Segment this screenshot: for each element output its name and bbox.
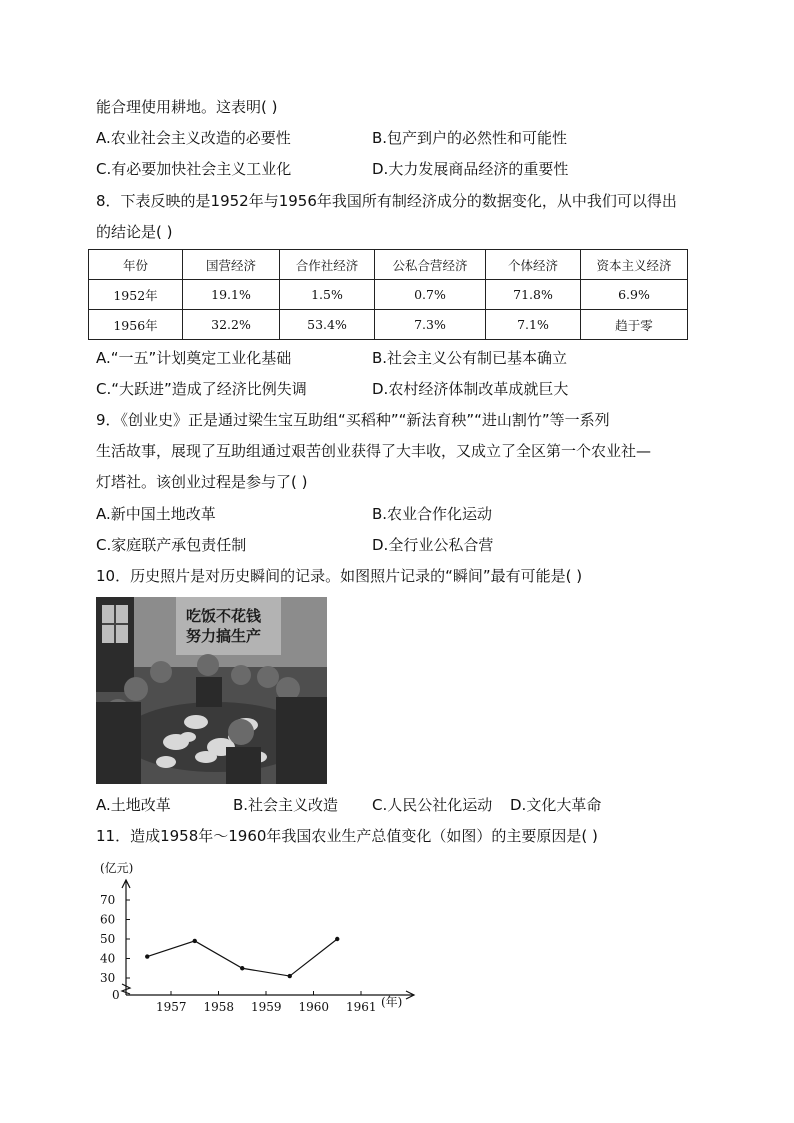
q9-option-b[interactable]: B.农业合作化运动 (372, 505, 493, 523)
q8-stem-line2: 的结论是( ) (96, 223, 173, 241)
table-cell: 0.7% (375, 280, 486, 310)
chart-x-tick-label: 1961 (346, 1000, 377, 1014)
chart-y-label: (亿元) (100, 861, 134, 875)
table-cell: 趋于零 (581, 310, 688, 340)
table-header-row (89, 250, 688, 280)
commune-canteen-photo (96, 597, 327, 784)
q8-option-a[interactable]: A.“一五”计划奠定工业化基础 (96, 349, 292, 367)
chart-x-tick-label: 1957 (156, 1000, 187, 1014)
table-cell: 6.9% (581, 280, 688, 310)
chart-x-tick-label: 1960 (298, 1000, 330, 1014)
chart-x-tick-label: 1959 (251, 1000, 282, 1014)
table-cell: 7.3% (375, 310, 486, 340)
ownership-table (88, 249, 688, 340)
chart-data-point (193, 939, 197, 943)
q7-stem-tail: 能合理使用耕地。这表明( ) (96, 98, 278, 116)
q9-stem-line1: 9．《创业史》正是通过梁生宝互助组“买稻种”“新法育秧”“进山割竹”等一系列 (96, 411, 610, 429)
q7-option-c[interactable]: C.有必要加快社会主义工业化 (96, 160, 292, 178)
table-header: 国营经济 (183, 250, 280, 280)
q10-option-a[interactable]: A.土地改革 (96, 796, 171, 814)
chart-x-label: (年) (381, 995, 403, 1009)
q7-option-a[interactable]: A.农业社会主义改造的必要性 (96, 129, 291, 147)
table-cell: 1956年 (89, 310, 183, 340)
table-cell: 19.1% (183, 280, 280, 310)
q8-stem-line1: 8．下表反映的是1952年与1956年我国所有制经济成分的数据变化，从中我们可以得出 (96, 192, 677, 210)
q10-option-b[interactable]: B.社会主义改造 (233, 796, 339, 814)
q9-option-d[interactable]: D.全行业公私合营 (372, 536, 494, 554)
q9-stem-line3: 灯塔社。该创业过程是参与了( ) (96, 473, 308, 491)
chart-y-tick-label: 40 (100, 951, 116, 966)
q7-option-b[interactable]: B.包产到户的必然性和可能性 (372, 129, 568, 147)
chart-y-tick-label: 60 (100, 912, 116, 927)
chart-data-point (145, 954, 149, 958)
table-cell: 71.8% (486, 280, 581, 310)
q8-option-c[interactable]: C.“大跃进”造成了经济比例失调 (96, 380, 307, 398)
q11-stem: 11．造成1958年～1960年我国农业生产总值变化（如图）的主要原因是( ) (96, 827, 598, 845)
q10-option-d[interactable]: D.文化大革命 (510, 796, 602, 814)
q8-option-b[interactable]: B.社会主义公有制已基本确立 (372, 349, 568, 367)
chart-series-line (147, 939, 337, 976)
table-cell: 7.1% (486, 310, 581, 340)
q10-stem: 10．历史照片是对历史瞬间的记录。如图照片记录的“瞬间”最有可能是( ) (96, 567, 583, 585)
table-cell: 32.2% (183, 310, 280, 340)
q9-stem-line2: 生活故事，展现了互助组通过艰苦创业获得了大丰收，又成立了全区第一个农业社— (96, 442, 652, 460)
agri-output-chart (96, 858, 426, 1018)
chart-y-break-label: 0 (112, 988, 120, 1002)
chart-y-tick-label: 30 (100, 971, 116, 985)
q8-option-d[interactable]: D.农村经济体制改革成就巨大 (372, 380, 569, 398)
chart-data-point (240, 966, 244, 970)
q7-option-d[interactable]: D.大力发展商品经济的重要性 (372, 160, 569, 178)
table-header: 合作社经济 (280, 250, 375, 280)
table-header: 公私合营经济 (375, 250, 486, 280)
q9-option-a[interactable]: A.新中国土地改革 (96, 505, 216, 523)
chart-x-tick-label: 1958 (203, 1000, 235, 1014)
table-cell: 1.5% (280, 280, 375, 310)
chart-y-tick-label: 70 (100, 893, 116, 907)
photo-slogan-line2: 努力搞生产 (186, 627, 262, 645)
table-header: 个体经济 (486, 250, 581, 280)
photo-illustration (96, 597, 327, 784)
chart-data-point (288, 974, 292, 978)
table-row (89, 310, 688, 340)
table-row (89, 280, 688, 310)
table-header: 年份 (89, 250, 183, 280)
chart-data-point (335, 937, 339, 941)
table-cell: 53.4% (280, 310, 375, 340)
q10-option-c[interactable]: C.人民公社化运动 (372, 796, 493, 814)
chart-y-tick-label: 50 (100, 932, 116, 946)
table-cell: 1952年 (89, 280, 183, 310)
table-header: 资本主义经济 (581, 250, 688, 280)
chart-axis-break (122, 984, 130, 994)
q9-option-c[interactable]: C.家庭联产承包责任制 (96, 536, 247, 554)
photo-slogan-line1: 吃饭不花钱 (186, 607, 262, 625)
